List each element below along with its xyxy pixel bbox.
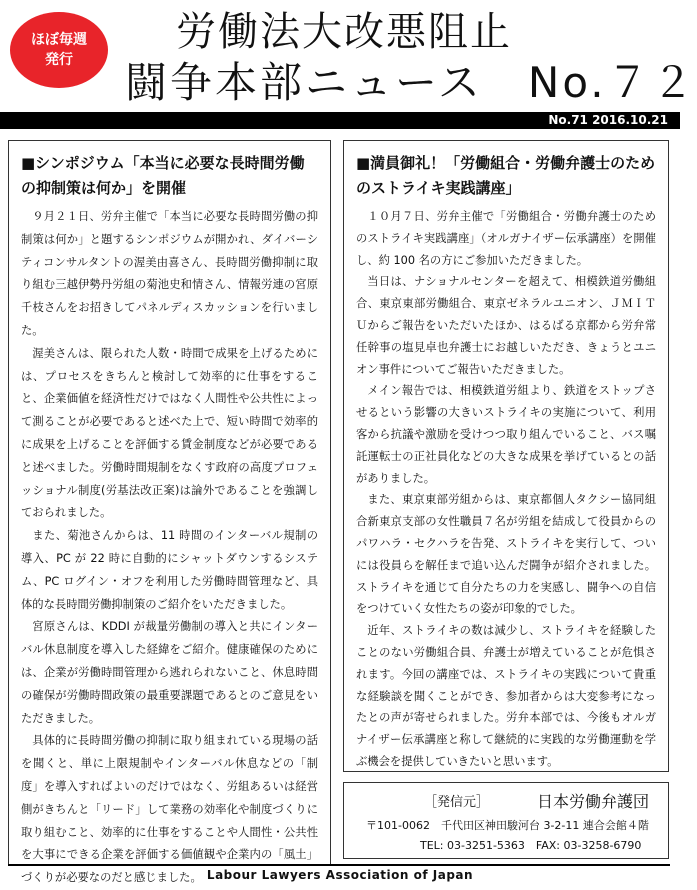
left-paragraph-1: ９月２１日、労弁主催で「本当に必要な長時間労働の抑制策は何か」と題するシンポジウムが開かれ、ダイバーシティコンサルタントの渥美由喜さん、長時間労働抑制に取り組む三越伊勢丹労組の菊池史和情さん、情報労連の宮原千枝さんをお招きしてパネルディスカッションを行いました。 [21, 210, 318, 337]
left-paragraph-2: 渥美さんは、限られた人数・時間で成果を上げるためには、プロセスをきちんと検討して効率的に仕事をすること、企業価値を経済性だけではなく人間性や公共性によって測ることが必要であると述べた上で、短い時間で効率的に成果を上げることを評価する賃金制度などが必要であると述べました。労働時間規制をなくす政府の高度プロフェッショナル制度(労基法改正案)は論外であることを強調しておられました。 [21, 346, 318, 520]
left-paragraph-3: また、菊池さんからは、11 時間のインターバル規制の導入、PC が 22 時に自動的にシャットダウンするシステム、PC ログイン・オフを利用した労働時間管理など、具体的な長時間労働抑制策のご紹介をいただきました。 [21, 529, 318, 611]
sender-tel-fax: TEL: 03-3251-5363 FAX: 03-3258-6790 [420, 839, 642, 852]
publication-badge [10, 12, 108, 88]
footer-text: Labour Lawyers Association of Japan [206, 868, 474, 882]
right-paragraph-1: １０月７日、労弁主催で「労働組合・労働弁護士のためのストライキ実践講座」（オルガナイザー伝承講座）を開催し、約 100 名の方にご参加いただきました。 [356, 210, 656, 267]
right-paragraph-3: メイン報告では、相模鉄道労組より、鉄道をストップさせるという影響の大きいストライキの実施について、利用客から抗議や激励を受けつつ取り組んでいること、バス嘱託運転士の正社員化などの大きな成果を挙げているとの話がありました。 [356, 384, 656, 485]
right-paragraph-5: 近年、ストライキの数は減少し、ストライキを経験したことのない労働組合員、弁護士が増えていることが危惧されます。今回の講座では、ストライキの実践について貴重な経験談を聞くことができ、参加者からは大変参考になったとの声が寄せられました。労弁本部では、今後もオルガナイザー伝承講座と称して継続的に実践的な労働運動を学ぶ機会を提供していきたいと思います。 [356, 624, 656, 768]
sender-label: ［発信元］ [424, 795, 490, 810]
right-article-heading: ■満員御礼！「労働組合・労働弁護士のためのストライキ実践講座」 [356, 154, 656, 197]
title-line-2: 闘争本部ニュース No.７２ [125, 58, 697, 107]
sender-organization: 日本労働弁護団 [537, 792, 650, 811]
issue-bar [0, 112, 680, 129]
issue-info: No.71 2016.10.21 [548, 113, 668, 127]
right-article [343, 140, 669, 772]
badge-line-1: ほぼ毎週 [31, 32, 87, 48]
title-line-1: 労働法大改悪阻止 [176, 9, 512, 55]
badge-line-2: 発行 [45, 52, 73, 68]
left-paragraph-4: 宮原さんは、KDDI が裁量労働制の導入と共にインターバル休息制度を導入した経緯をご紹介。健康確保のためには、企業が労働時間管理から逃れられないこと、休息時間の確保が労働時間政策の最重要課題であるとのご意見をいただきました。 [21, 620, 318, 725]
left-article [8, 140, 331, 885]
right-paragraph-4: また、東京東部労組からは、東京都個人タクシー協同組合新東京支部の女性職員７名が労組を結成して役員からのパワハラ・セクハラを告発、ストライキを実行して、ついには役員らを解任まで追い込んだ闘争が紹介されました。ストライキを通じて自分たちの力を実感し、闘争への自信をつけていく女性たちの姿が印象的でした。 [356, 493, 656, 616]
right-paragraph-2: 当日は、ナショナルセンターを超えて、相模鉄道労働組合、東京東部労働組合、東京ゼネラルユニオン、ＪＭＩＴＵからご報告をいただいたほか、はるばる京都から労弁常任幹事の塩見卓也弁護士にお越しいただき、きょうとユニオン事件についてご報告いただきました。 [356, 275, 656, 376]
left-paragraph-5: 具体的に長時間労働の抑制に取り組まれている現場の話を聞くと、単に上限規制やインターバル休息などの「制度」を導入すればよいのだけではなく、労組あるいは経営側がきちんと「リード」して業務の効率化や制度づくりに取り組むこと、効率的に仕事をすることや人間性・公共性を大事にできる企業を評価する価値観や企業内の「風土」づくりが必要なのだと感じました。 [21, 734, 318, 885]
sender-box [343, 782, 669, 859]
sender-address: 〒101-0062 千代田区神田駿河台 3-2-11 連合会館４階 [366, 819, 649, 832]
left-article-heading: ■シンポジウム「本当に必要な長時間労働の抑制策は何か」を開催 [21, 154, 305, 197]
